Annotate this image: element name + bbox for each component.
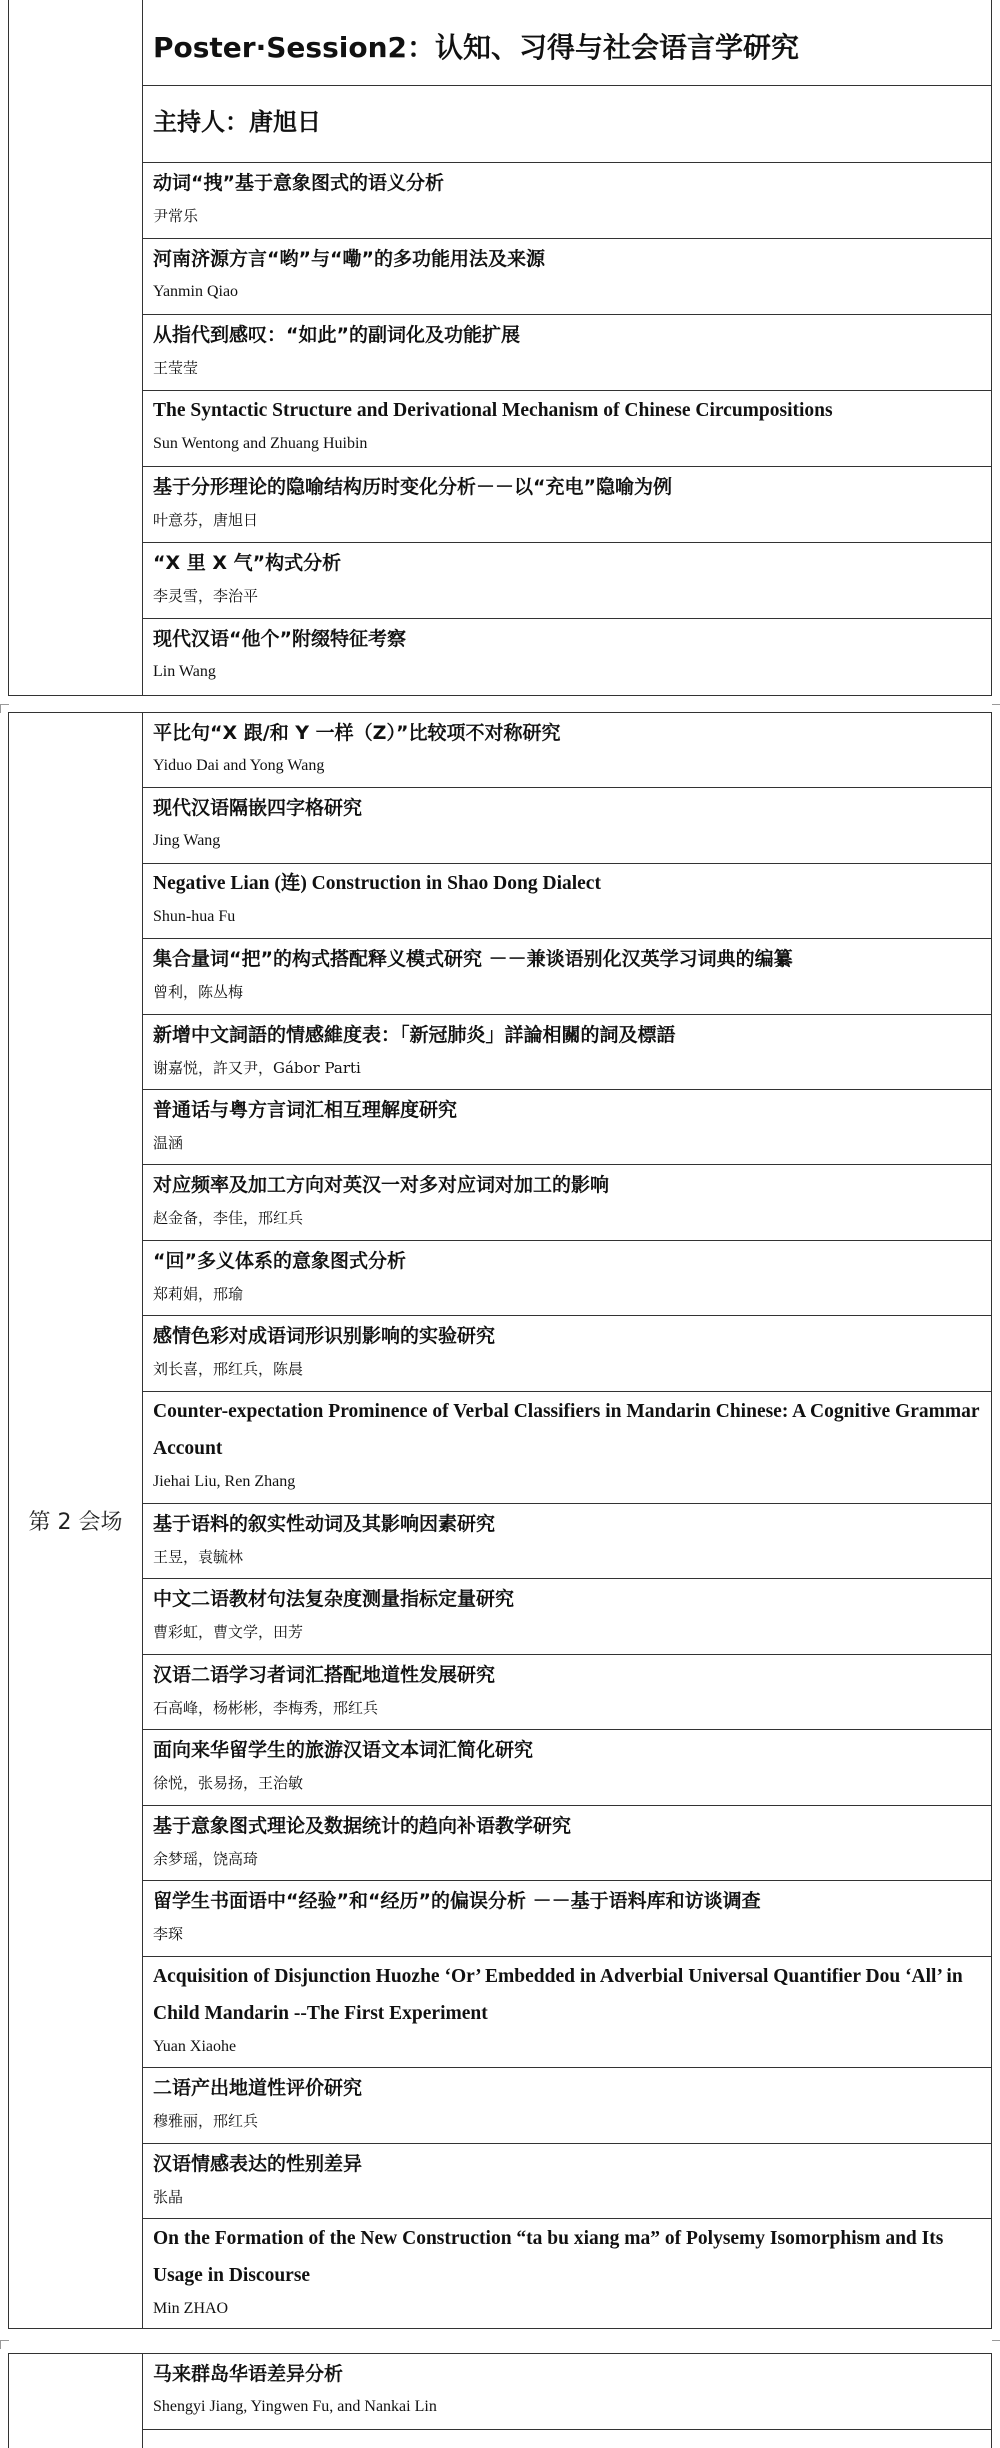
paper-title: 河南济源方言“哟”与“嘞”的多功能用法及来源 <box>153 248 545 270</box>
paper-title: 从指代到感叹：“如此”的副词化及功能扩展 <box>153 324 520 346</box>
paper-title: 马来群岛华语差异分析 <box>153 2363 344 2385</box>
paper-authors: Yiduo Dai and Yong Wang <box>153 757 325 774</box>
session-host: 主持人：唐旭日 <box>153 108 321 136</box>
paper-authors: 尹常乐 <box>153 207 199 225</box>
session-table-2 <box>8 712 992 2329</box>
crop-mark <box>992 2340 1000 2349</box>
paper-entry <box>143 2354 991 2430</box>
session-venue-cell-empty <box>9 2354 143 2448</box>
paper-title: 平比句“X 跟/和 Y 一样（Z）”比较项不对称研究 <box>153 722 561 744</box>
paper-authors: Jing Wang <box>153 832 221 849</box>
paper-authors: 徐悦，张易扬，王治敏 <box>153 1774 304 1792</box>
paper-entry <box>143 1504 991 1579</box>
paper-entry <box>143 239 991 315</box>
paper-title: 普通话与粤方言词汇相互理解度研究 <box>153 1099 458 1121</box>
paper-title: 面向来华留学生的旅游汉语文本词汇简化研究 <box>153 1739 534 1761</box>
paper-entry <box>143 1806 991 1881</box>
paper-entry <box>143 467 991 543</box>
paper-entry <box>143 619 991 695</box>
paper-title: 集合量词“把”的构式搭配释义模式研究 －－兼谈语别化汉英学习词典的编纂 <box>153 948 793 970</box>
session-title: Poster·Session2：认知、习得与社会语言学研究 <box>153 31 799 64</box>
paper-entry <box>143 1241 991 1316</box>
session-host-row <box>143 86 991 163</box>
paper-title: 汉语二语学习者词汇搭配地道性发展研究 <box>153 1664 496 1686</box>
paper-authors: 王昱，袁毓林 <box>153 1548 244 1566</box>
paper-title: 基于分形理论的隐喻结构历时变化分析－－以“充电”隐喻为例 <box>153 476 672 498</box>
session-venue-cell-empty <box>9 0 143 695</box>
paper-authors: 温涵 <box>153 1134 184 1152</box>
paper-authors: 刘长喜，邢红兵，陈晨 <box>153 1360 304 1378</box>
paper-authors: 谢嘉悦，許又尹，Gábor Parti <box>153 1059 361 1077</box>
venue-label: 第 2 会场 <box>28 1510 123 1535</box>
paper-entry <box>143 1090 991 1165</box>
paper-title: 中文二语教材句法复杂度测量指标定量研究 <box>153 1588 515 1610</box>
paper-authors: Lin Wang <box>153 663 216 680</box>
session-title-row <box>143 0 991 86</box>
paper-title: 二语产出地道性评价研究 <box>153 2077 363 2099</box>
paper-title: 对应频率及加工方向对英汉一对多对应词对加工的影响 <box>153 1174 610 1196</box>
paper-authors: Sun Wentong and Zhuang Huibin <box>153 435 368 452</box>
paper-authors: 石高峰，杨彬彬，李梅秀，邢红兵 <box>153 1699 379 1717</box>
paper-title: Negative Lian (连) Construction in Shao Dong Dialect <box>153 873 601 894</box>
session-table-1 <box>8 0 992 696</box>
paper-entry <box>143 1730 991 1806</box>
paper-authors: Jiehai Liu, Ren Zhang <box>153 1473 296 1490</box>
paper-title: Counter-expectation Prominence of Verbal Classifiers in Mandarin Chinese: A Cognitive Grammar Account <box>153 1401 980 1459</box>
paper-title: 基于意象图式理论及数据统计的趋向补语教学研究 <box>153 1815 572 1837</box>
paper-entry <box>143 713 991 788</box>
paper-authors: 余梦瑶，饶高琦 <box>153 1850 259 1868</box>
paper-title: 新增中文詞語的情感維度表：「新冠肺炎」詳論相關的詞及標語 <box>153 1024 676 1046</box>
paper-entry <box>143 2068 991 2144</box>
paper-entry <box>143 543 991 619</box>
paper-entry <box>143 1579 991 1655</box>
paper-title: 现代汉语隔嵌四字格研究 <box>153 797 363 819</box>
paper-authors: 郑莉娟，邢瑜 <box>153 1285 244 1303</box>
paper-authors: 李琛 <box>153 1925 184 1943</box>
paper-entry <box>143 864 991 939</box>
paper-entry <box>143 1015 991 1090</box>
paper-authors: Min ZHAO <box>153 2300 229 2317</box>
crop-mark <box>0 2340 9 2349</box>
paper-authors: 王莹莹 <box>153 359 199 377</box>
paper-authors: 张晶 <box>153 2188 184 2206</box>
paper-authors: 穆雅丽，邢红兵 <box>153 2112 259 2130</box>
paper-entry <box>143 1881 991 1957</box>
paper-title: 基于语料的叙实性动词及其影响因素研究 <box>153 1513 496 1535</box>
session-table-3 <box>8 2353 992 2448</box>
paper-authors: 曹彩虹，曹文学，田芳 <box>153 1623 304 1641</box>
paper-entry <box>143 788 991 864</box>
paper-authors: 赵金备，李佳，邢红兵 <box>153 1209 304 1227</box>
paper-authors: Shengyi Jiang, Yingwen Fu, and Nankai Lin <box>153 2398 437 2415</box>
paper-entry <box>143 2219 991 2329</box>
crop-mark <box>0 704 9 713</box>
paper-entry <box>143 2144 991 2219</box>
paper-authors: Shun-hua Fu <box>153 908 236 925</box>
session-venue-cell <box>9 713 143 2328</box>
paper-entry <box>143 1165 991 1241</box>
paper-title: 现代汉语“他个”附缀特征考察 <box>153 628 406 650</box>
paper-title: On the Formation of the New Construction “ta bu xiang ma” of Polysemy Isomorphism and Its Usage in Discourse <box>153 2228 944 2286</box>
paper-entry <box>143 1957 991 2068</box>
paper-authors: Yuan Xiaohe <box>153 2038 237 2055</box>
paper-authors: Yanmin Qiao <box>153 283 239 300</box>
paper-title: 动词“拽”基于意象图式的语义分析 <box>153 172 444 194</box>
paper-title: 留学生书面语中“经验”和“经历”的偏误分析 －－基于语料库和访谈调查 <box>153 1890 761 1912</box>
paper-entry <box>143 391 991 467</box>
paper-entry <box>143 315 991 391</box>
paper-entry <box>143 939 991 1015</box>
paper-title: “X 里 X 气”构式分析 <box>153 552 342 574</box>
paper-entry <box>143 163 991 239</box>
paper-entry <box>143 1392 991 1504</box>
paper-title: “回”多义体系的意象图式分析 <box>153 1250 406 1272</box>
paper-title: 感情色彩对成语词形识别影响的实验研究 <box>153 1325 496 1347</box>
paper-title: 汉语情感表达的性别差异 <box>153 2153 363 2175</box>
paper-entry <box>143 1316 991 1392</box>
paper-title: Acquisition of Disjunction Huozhe ‘Or’ Embedded in Adverbial Universal Quantifier Dou ‘All’ in Child Mandarin --The First Experiment <box>153 1966 963 2024</box>
paper-authors: 李灵雪，李治平 <box>153 587 259 605</box>
paper-entry <box>143 1655 991 1730</box>
crop-mark <box>992 704 1000 713</box>
paper-authors: 曾利，陈丛梅 <box>153 983 244 1001</box>
paper-authors: 叶意芬，唐旭日 <box>153 511 259 529</box>
paper-title: The Syntactic Structure and Derivational Mechanism of Chinese Circumpositions <box>153 400 833 421</box>
